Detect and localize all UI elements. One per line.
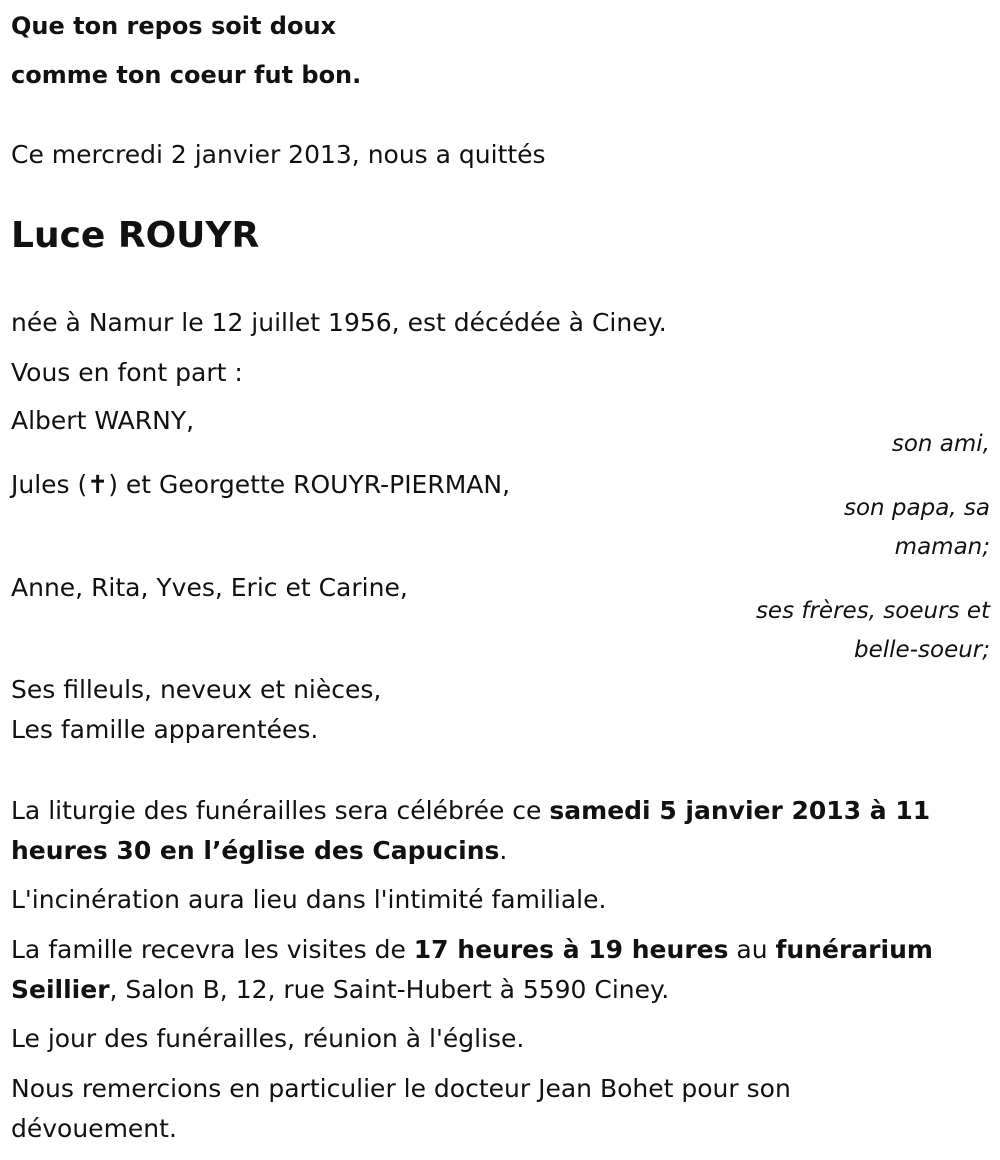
relation-line: belle-soeur; — [854, 637, 990, 663]
deceased-name: Luce ROUYR — [11, 215, 260, 256]
visits-hours: 17 heures à 19 heures — [413, 935, 729, 964]
relation-line: maman; — [894, 534, 990, 560]
relation-line: son ami, — [891, 431, 990, 457]
liturgy-date-place: samedi 5 janvier 2013 à 11 heures 30 en l’église des Capucins — [11, 796, 931, 865]
family-member-relation — [844, 489, 990, 567]
liturgy-paragraph — [11, 791, 961, 871]
intro-text: Ce mercredi 2 janvier 2013, nous a quittés — [11, 140, 546, 169]
announce-text: Vous en font part : — [11, 358, 243, 387]
visits-prefix: La famille recevra les visites de — [11, 935, 414, 964]
relation-line: son papa, sa — [843, 495, 990, 521]
visits-paragraph — [11, 930, 961, 1010]
visits-suffix: , Salon B, 12, rue Saint-Hubert à 5590 Ciney. — [109, 975, 670, 1004]
visits-place: funérarium Seillier — [11, 935, 933, 1004]
godchildren-line: Ses filleuls, neveux et nièces, — [11, 675, 382, 704]
birth-info: née à Namur le 12 juillet 1956, est décédée à Ciney. — [11, 308, 667, 337]
family-member-names: Anne, Rita, Yves, Eric et Carine, — [11, 573, 408, 602]
thanks-paragraph: Nous remercions en particulier le docteur Jean Bohet pour son dévouement. — [11, 1074, 791, 1143]
relation-line: ses frères, soeurs et — [755, 598, 990, 624]
funeral-day-text: Le jour des funérailles, réunion à l'église. — [11, 1024, 525, 1053]
family-member-names: Albert WARNY, — [11, 406, 195, 435]
visits-middle: au — [728, 935, 776, 964]
family-member-names: Jules (✝) et Georgette ROUYR-PIERMAN, — [11, 470, 511, 499]
epigraph-line-2: comme ton coeur fut bon. — [11, 61, 362, 89]
cremation-text: L'incinération aura lieu dans l'intimité familiale. — [11, 885, 607, 914]
liturgy-prefix: La liturgie des funérailles sera célébrée ce — [11, 796, 550, 825]
liturgy-suffix: . — [499, 836, 508, 865]
family-member-relation — [892, 425, 990, 464]
family-member-relation — [756, 592, 990, 670]
epigraph-line-1: Que ton repos soit doux — [11, 12, 337, 40]
related-families-line: Les famille apparentées. — [11, 715, 319, 744]
